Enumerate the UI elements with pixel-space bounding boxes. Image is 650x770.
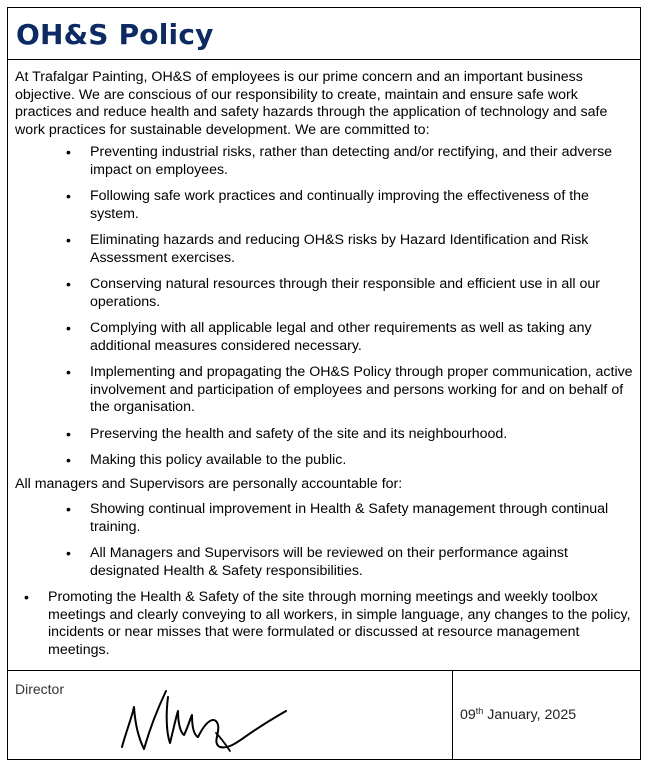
list-item xyxy=(66,144,634,179)
bullet-icon: • xyxy=(66,501,71,517)
outer-list xyxy=(15,589,634,659)
list-item-text: Showing continual improvement in Health & Safety management through continual training. xyxy=(90,501,609,535)
signoff-row xyxy=(8,671,640,759)
page-title: OH&S Policy xyxy=(16,18,214,51)
list-item-text: All Managers and Supervisors will be reviewed on their performance against designated Health & Safety responsibilities. xyxy=(90,545,568,579)
list-item-text: Preserving the health and safety of the site and its neighbourhood. xyxy=(90,425,508,442)
list-item xyxy=(66,425,634,444)
accountable-intro: All managers and Supervisors are personally accountable for: xyxy=(15,475,403,492)
director-label: Director xyxy=(15,681,65,697)
signoff-date xyxy=(460,706,576,723)
list-item xyxy=(24,589,634,659)
bullet-icon: • xyxy=(66,545,71,561)
signature-cell xyxy=(8,671,453,759)
list-item-text: Following safe work practices and continually improving the effectiveness of the system. xyxy=(90,188,589,222)
bullet-icon: • xyxy=(24,589,29,605)
list-item xyxy=(66,545,634,580)
list-item xyxy=(66,188,634,223)
date-cell xyxy=(453,671,640,759)
list-item xyxy=(66,364,634,417)
list-item-text: Promoting the Health & Safety of the site through morning meetings and weekly toolbox meetings and clearly conveying to all workers, in simple language, any changes to the policy, incidents or near misses that were formulated or discussed at resource management meetings. xyxy=(48,589,631,658)
list-item-text: Preventing industrial risks, rather than detecting and/or rectifying, and their adverse impact on employees. xyxy=(90,144,613,178)
accountabilities-list xyxy=(15,501,634,580)
signature-icon xyxy=(108,677,288,757)
bullet-icon: • xyxy=(66,452,71,468)
bullet-icon: • xyxy=(66,425,71,442)
list-item-text: Implementing and propagating the OH&S Policy through proper communication, active involvement and participation of employees and persons working for and on behalf of the organisation. xyxy=(90,364,633,415)
date-day: 09 xyxy=(460,707,476,723)
bullet-icon: • xyxy=(66,276,71,292)
title-row xyxy=(8,8,640,60)
list-item-text: Complying with all applicable legal and other requirements as well as taking any additional measures considered necessary. xyxy=(90,320,592,354)
list-item xyxy=(66,452,634,470)
bullet-icon: • xyxy=(66,188,71,204)
bullet-icon: • xyxy=(66,232,71,248)
bullet-icon: • xyxy=(66,364,71,380)
commitments-list xyxy=(15,144,634,470)
bullet-icon: • xyxy=(66,144,71,160)
bullet-icon: • xyxy=(66,320,71,336)
list-item-text: Eliminating hazards and reducing OH&S risks by Hazard Identification and Risk Assessment exercises. xyxy=(90,232,589,266)
policy-body xyxy=(8,60,640,671)
list-item xyxy=(66,501,634,536)
policy-document xyxy=(7,7,641,760)
date-suffix: th xyxy=(475,706,484,716)
list-item-text: Making this policy available to the public. xyxy=(90,452,347,468)
list-item xyxy=(66,320,634,355)
list-item xyxy=(66,276,634,311)
intro-paragraph: At Trafalgar Painting, OH&S of employees is our prime concern and an important business objective. We are conscious of our responsibility to create, maintain and ensure safe work practices and reduce health and safety hazards through the application of technology and safe work practices for sustainable development. We are committed to: xyxy=(15,69,608,138)
list-item xyxy=(66,232,634,267)
date-month-year: January, 2025 xyxy=(483,707,577,723)
list-item-text: Conserving natural resources through their responsible and efficient use in all our operations. xyxy=(90,276,600,310)
